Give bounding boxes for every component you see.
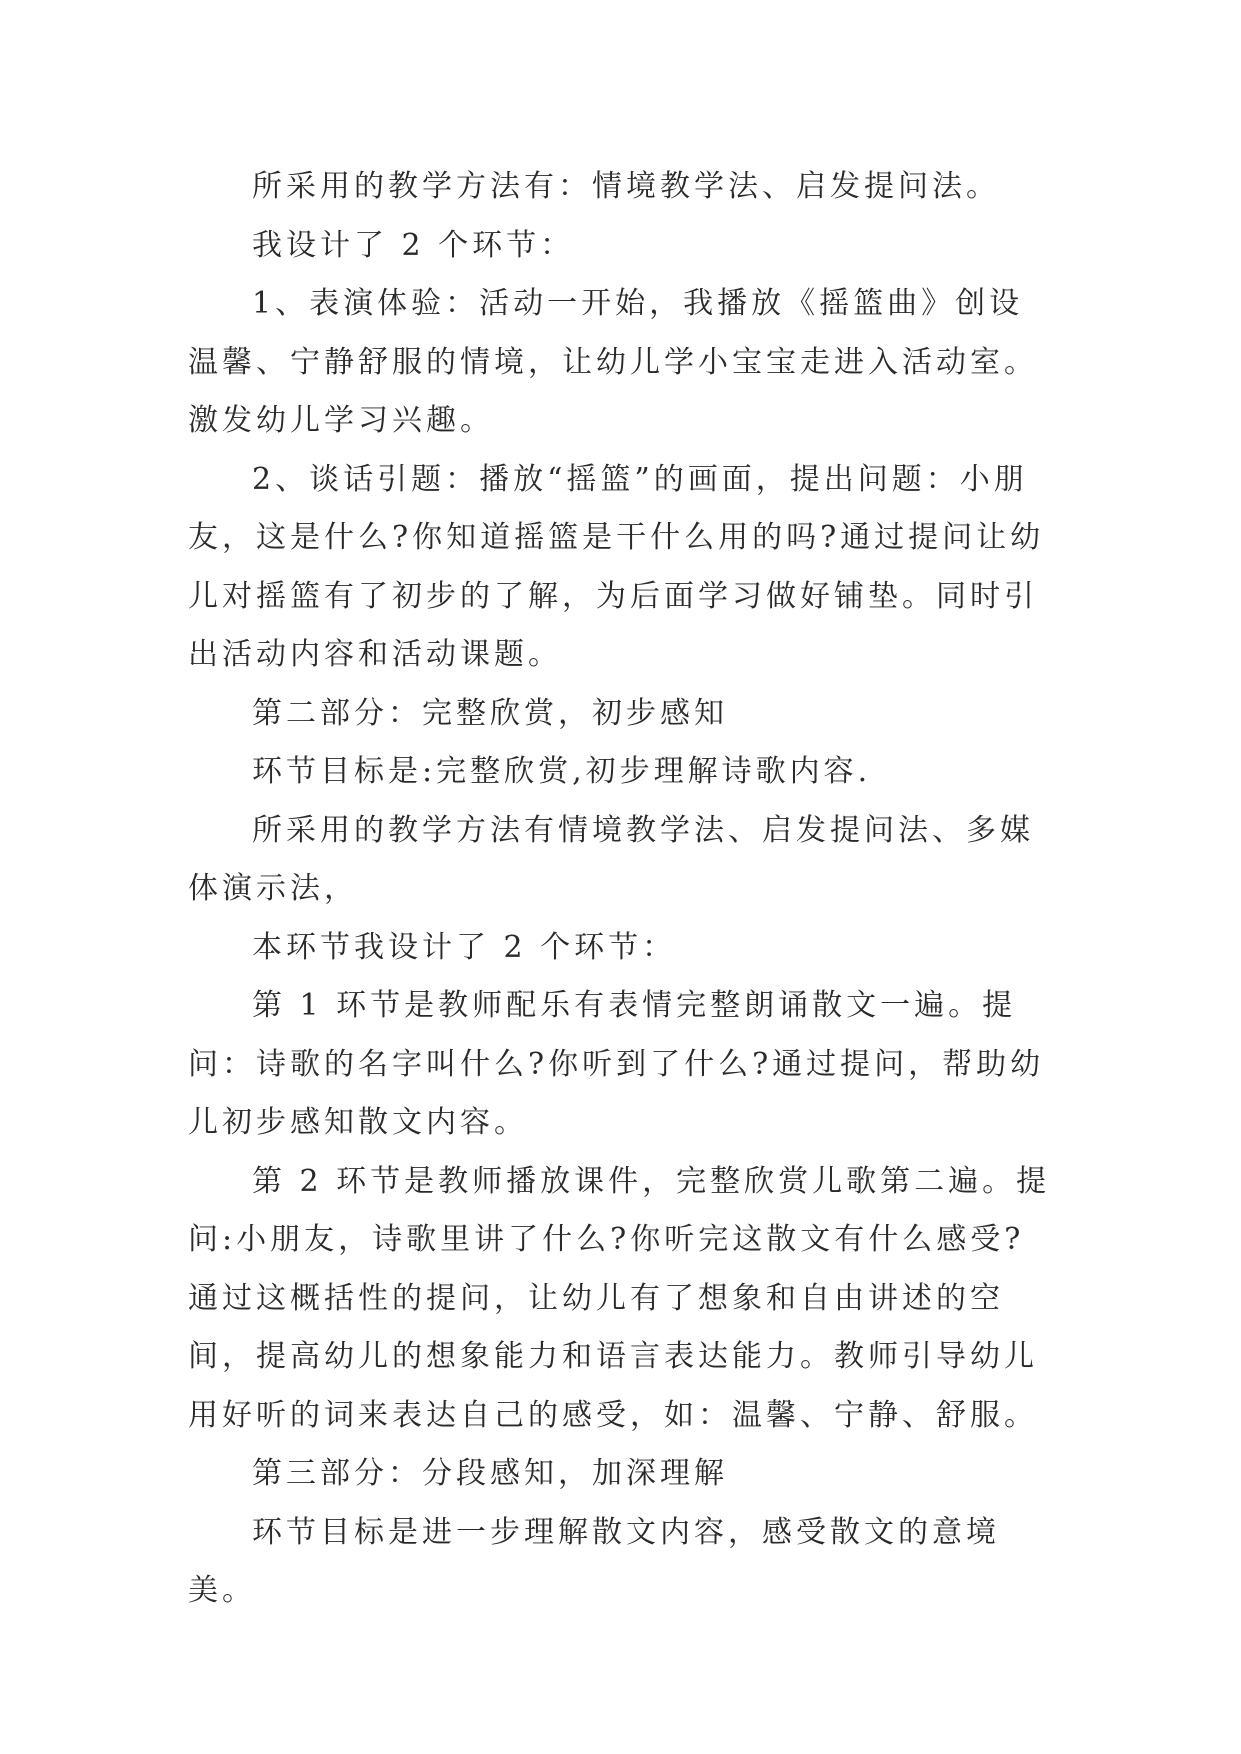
paragraph-part-three-goal: 环节目标是进一步理解散文内容，感受散文的意境美。 — [188, 1514, 1000, 1608]
paragraph-part-two-steps-intro: 本环节我设计了 2 个环节： — [252, 929, 677, 965]
paragraph-part-two-step-2: 第 2 环节是教师播放课件，完整欣赏儿歌第二遍。提问:小朋友，诗歌里讲了什么?你听完这散文有什么感受?通过这概括性的提问，让幼儿有了想象和自由讲述的空间，提高幼儿的想象能力和语言表达能力。教师引导幼儿用好听的词来表达自己的感受，如：温馨、宁静、舒服。 — [188, 1163, 1051, 1433]
document-page — [188, 158, 1052, 1621]
paragraph-step-2-conversation: 2、谈话引题：播放“摇篮”的画面，提出问题：小朋友，这是什么?你知道摇篮是干什么用的吗?通过提问让幼儿对摇篮有了初步的了解，为后面学习做好铺垫。同时引出活动内容和活动课题。 — [188, 461, 1045, 672]
paragraph-part-two-methods: 所采用的教学方法有情境教学法、启发提问法、多媒体演示法， — [188, 812, 1034, 906]
paragraph-step-1-performance: 1、表演体验：活动一开始，我播放《摇篮曲》创设温馨、宁静舒服的情境，让幼儿学小宝宝走进入活动室。激发幼儿学习兴趣。 — [188, 286, 1038, 438]
paragraph-part-two-goal: 环节目标是:完整欣赏,初步理解诗歌内容. — [252, 754, 872, 789]
paragraph-two-steps-intro: 我设计了 2 个环节： — [252, 227, 575, 263]
paragraph-part-two-step-1: 第 1 环节是教师配乐有表情完整朗诵散文一遍。提问：诗歌的名字叫什么?你听到了什么?通过提问，帮助幼儿初步感知散文内容。 — [188, 988, 1045, 1140]
section-heading-part-two: 第二部分：完整欣赏，初步感知 — [252, 695, 728, 731]
section-heading-part-three: 第三部分：分段感知，加深理解 — [252, 1456, 728, 1491]
paragraph-teaching-methods: 所采用的教学方法有：情境教学法、启发提问法。 — [252, 169, 1000, 204]
